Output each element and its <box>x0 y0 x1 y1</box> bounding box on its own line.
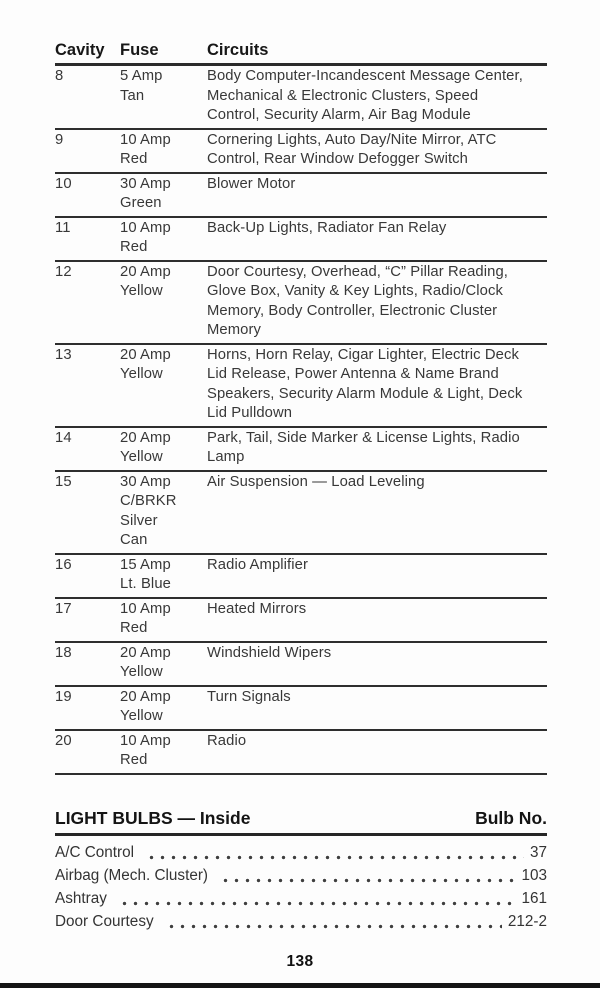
fuse-line: Red <box>120 620 148 636</box>
circuits-cell <box>207 732 547 771</box>
fuse-cell <box>120 732 207 771</box>
light-bulbs-section <box>55 807 547 933</box>
circuits-cell <box>207 429 547 468</box>
cavity-cell: 19 <box>55 688 72 705</box>
fuse-line: Red <box>120 239 148 255</box>
bulb-label: A/C Control <box>55 843 135 861</box>
bulb-label: Door Courtesy <box>55 912 154 930</box>
circuit-line: Cornering Lights, Auto Day/Nite Mirror, ATC <box>207 131 497 148</box>
fuse-table-row <box>55 555 547 599</box>
cavity-cell: 20 <box>55 732 72 749</box>
fuse-cell <box>120 131 207 170</box>
bulb-number: 103 <box>521 866 547 884</box>
fuse-line: 20 Amp <box>120 429 171 446</box>
circuit-line: Lid Release, Power Antenna & Name Brand <box>207 366 499 382</box>
bulb-row <box>55 864 547 887</box>
fuse-line: Tan <box>120 87 145 104</box>
bulb-number: 161 <box>521 889 547 907</box>
cavity-cell: 13 <box>55 346 72 363</box>
fuse-table-row <box>55 643 547 687</box>
page-number: 138 <box>286 953 314 970</box>
bulb-row <box>55 841 547 864</box>
cavity-cell: 16 <box>55 556 72 573</box>
fuse-table <box>55 40 547 775</box>
fuse-cell <box>120 219 207 258</box>
cavity-cell: 17 <box>55 600 72 617</box>
circuit-line: Air Suspension — Load Leveling <box>207 473 425 490</box>
fuse-cell <box>120 688 207 727</box>
bulb-row <box>55 887 547 910</box>
fuse-line: 10 Amp <box>120 600 171 617</box>
bulb-number: 37 <box>529 843 547 861</box>
fuse-cell <box>120 429 207 468</box>
circuits-cell <box>207 600 547 639</box>
cavity-cell: 15 <box>55 473 72 490</box>
fuse-table-row <box>55 130 547 174</box>
dotted-leader <box>119 901 516 906</box>
fuse-line: 10 Amp <box>120 732 171 749</box>
circuits-cell <box>207 346 547 424</box>
fuse-line: 10 Amp <box>120 131 171 148</box>
cavity-cell: 8 <box>55 68 64 84</box>
circuit-line: Control, Security Alarm, Air Bag Module <box>207 107 471 123</box>
fuse-table-body <box>55 66 547 775</box>
circuits-cell <box>207 219 547 258</box>
fuse-line: Red <box>120 752 148 768</box>
fuse-line: Yellow <box>120 283 163 299</box>
header-cavity: Cavity <box>55 41 105 59</box>
fuse-line: 20 Amp <box>120 644 171 661</box>
header-fuse: Fuse <box>120 41 159 59</box>
fuse-table-row <box>55 472 547 555</box>
fuse-cell <box>120 473 207 551</box>
fuse-line: Green <box>120 195 162 211</box>
circuit-line: Lid Pulldown <box>207 405 293 421</box>
fuse-line: 20 Amp <box>120 688 171 705</box>
light-bulbs-title: LIGHT BULBS — Inside <box>55 807 251 828</box>
fuse-line: Yellow <box>120 708 163 724</box>
fuse-line: 30 Amp <box>120 175 171 192</box>
fuse-line: Yellow <box>120 449 163 465</box>
fuse-table-row <box>55 66 547 130</box>
scan-edge-artifact <box>0 983 600 988</box>
cavity-cell: 9 <box>55 131 64 148</box>
fuse-table-row <box>55 174 547 218</box>
circuit-line: Door Courtesy, Overhead, “C” Pillar Reading, <box>207 263 509 280</box>
bulb-no-column-header: Bulb No. <box>475 807 547 828</box>
fuse-line: 15 Amp <box>120 556 171 573</box>
cavity-cell: 18 <box>55 644 72 661</box>
circuits-cell <box>207 175 547 214</box>
fuse-line: Yellow <box>120 366 163 382</box>
fuse-line: 5 Amp <box>120 68 163 84</box>
fuse-table-row <box>55 262 547 345</box>
circuits-cell <box>207 556 547 595</box>
header-circuits: Circuits <box>207 41 269 59</box>
light-bulbs-list <box>55 836 547 933</box>
fuse-table-row <box>55 428 547 472</box>
fuse-cell <box>120 346 207 424</box>
bulb-number: 212-2 <box>507 912 547 930</box>
circuits-cell <box>207 473 547 551</box>
cavity-cell: 12 <box>55 263 72 280</box>
fuse-cell <box>120 556 207 595</box>
circuit-line: Radio Amplifier <box>207 556 309 573</box>
fuse-line: 30 Amp <box>120 473 171 490</box>
fuse-line: Red <box>120 151 148 167</box>
circuit-line: Body Computer-Incandescent Message Center, <box>207 68 523 84</box>
fuse-cell <box>120 644 207 683</box>
fuse-line: C/BRKR <box>120 493 177 509</box>
dotted-leader <box>166 924 502 929</box>
circuit-line: Blower Motor <box>207 175 296 192</box>
fuse-line: 20 Amp <box>120 346 171 363</box>
circuits-cell <box>207 263 547 341</box>
fuse-table-row <box>55 218 547 262</box>
circuit-line: Glove Box, Vanity & Key Lights, Radio/Clock <box>207 283 503 299</box>
bulb-label: Ashtray <box>55 889 107 907</box>
circuit-line: Radio <box>207 732 247 749</box>
circuits-cell <box>207 644 547 683</box>
circuit-line: Park, Tail, Side Marker & License Lights, Radio <box>207 429 520 446</box>
dotted-leader <box>220 878 515 883</box>
circuit-line: Memory <box>207 322 262 338</box>
cavity-cell: 14 <box>55 429 72 446</box>
circuit-line: Turn Signals <box>207 688 291 705</box>
cavity-cell: 11 <box>55 219 71 236</box>
fuse-cell <box>120 175 207 214</box>
circuits-cell <box>207 688 547 727</box>
circuit-line: Heated Mirrors <box>207 600 307 617</box>
circuit-line: Windshield Wipers <box>207 644 332 661</box>
circuit-line: Speakers, Security Alarm Module & Light, Deck <box>207 385 523 402</box>
fuse-table-header <box>55 40 547 66</box>
fuse-line: Silver <box>120 512 158 529</box>
fuse-line: Lt. Blue <box>120 576 171 592</box>
circuit-line: Control, Rear Window Defogger Switch <box>207 151 469 167</box>
fuse-line: 20 Amp <box>120 263 171 280</box>
circuit-line: Horns, Horn Relay, Cigar Lighter, Electric Deck <box>207 346 519 363</box>
dotted-leader <box>146 855 524 860</box>
fuse-cell <box>120 263 207 341</box>
page-content <box>55 40 547 933</box>
fuse-table-row <box>55 731 547 775</box>
circuits-cell <box>207 131 547 170</box>
fuse-line: 10 Amp <box>120 219 171 236</box>
fuse-table-row <box>55 687 547 731</box>
fuse-line: Can <box>120 532 148 548</box>
circuit-line: Lamp <box>207 449 245 465</box>
circuit-line: Memory, Body Controller, Electronic Cluster <box>207 302 498 319</box>
fuse-cell <box>120 67 207 126</box>
fuse-line: Yellow <box>120 664 163 680</box>
fuse-table-row <box>55 599 547 643</box>
fuse-cell <box>120 600 207 639</box>
cavity-cell: 10 <box>55 175 72 192</box>
bulb-label: Airbag (Mech. Cluster) <box>55 866 209 884</box>
circuit-line: Back-Up Lights, Radiator Fan Relay <box>207 219 447 236</box>
bulb-row <box>55 910 547 933</box>
light-bulbs-header <box>55 807 547 836</box>
circuits-cell <box>207 67 547 126</box>
circuit-line: Mechanical & Electronic Clusters, Speed <box>207 87 479 104</box>
fuse-table-row <box>55 345 547 428</box>
